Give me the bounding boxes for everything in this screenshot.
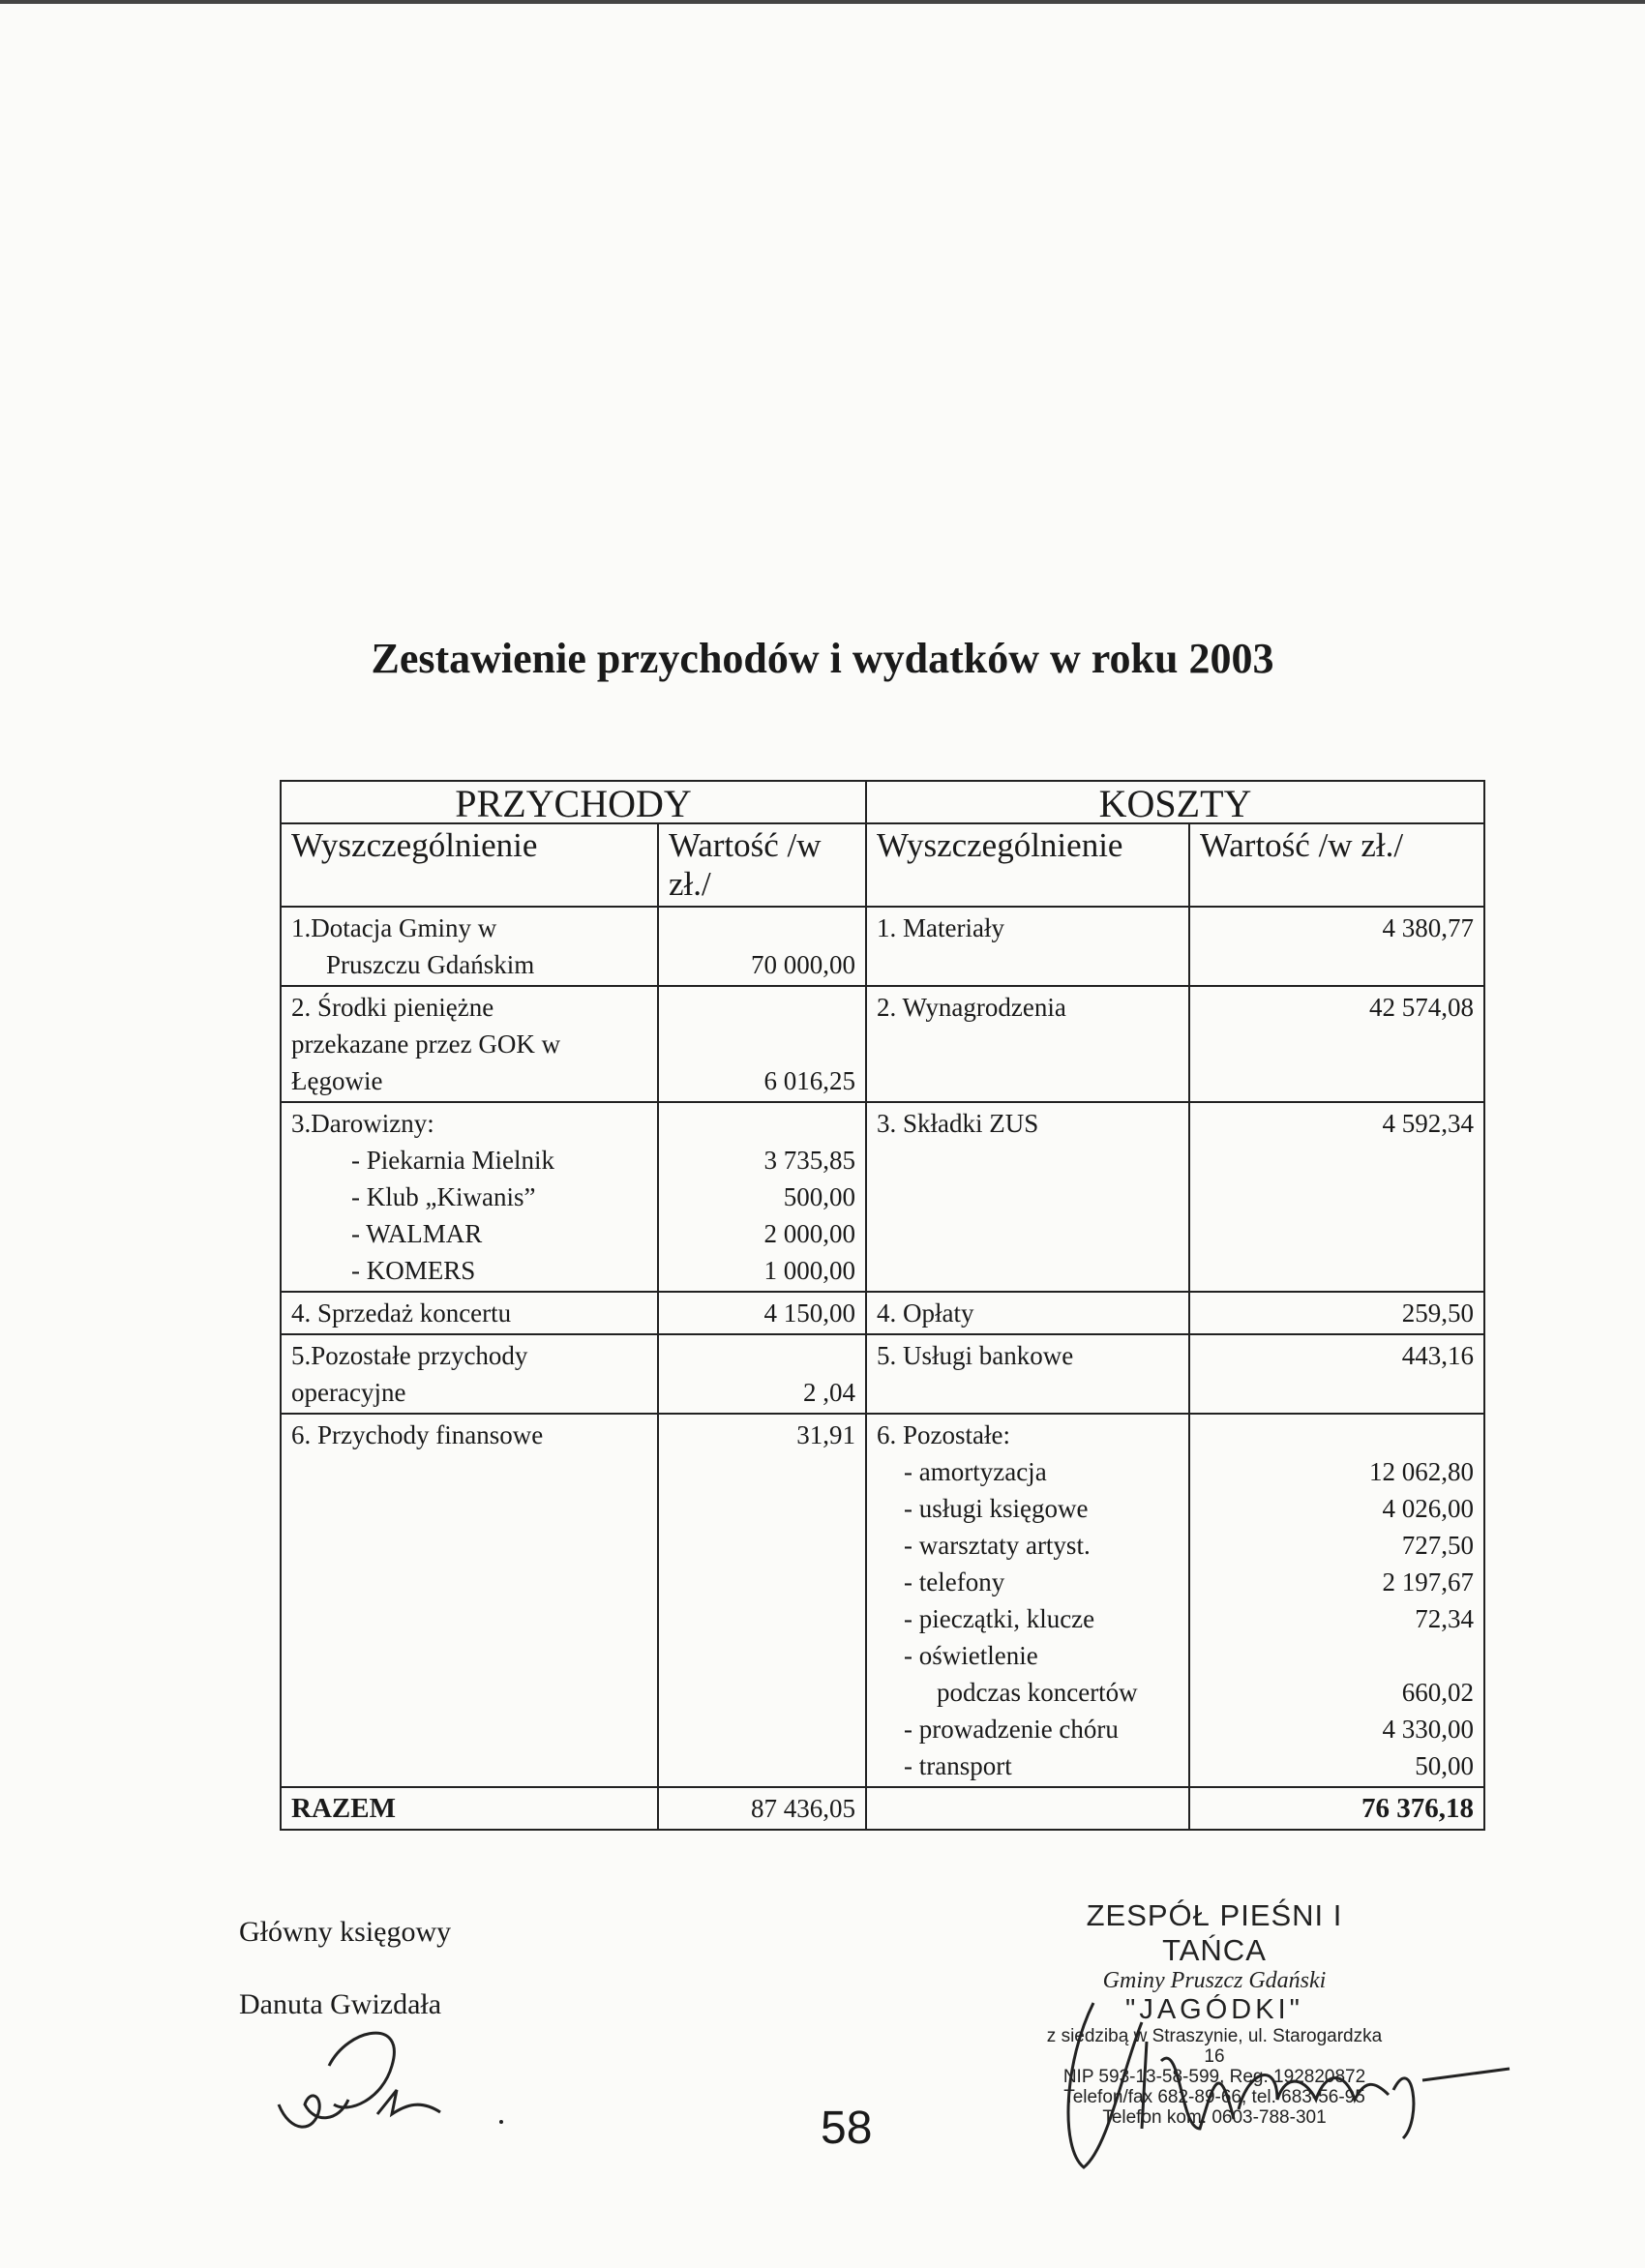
- income-section-header: PRZYCHODY: [281, 781, 866, 823]
- income-item: 5.Pozostałe przychody operacyjne: [281, 1334, 658, 1414]
- page-number: 58: [821, 2103, 873, 2154]
- income-item: 2. Środki pieniężne przekazane przez GOK w Łęgowie: [281, 986, 658, 1102]
- table-row: [281, 1334, 1484, 1414]
- income-col-name: Wyszczególnienie: [281, 823, 658, 907]
- costs-section-header: KOSZTY: [866, 781, 1484, 823]
- income-value: 3 735,85 500,00 2 000,00 1 000,00: [658, 1102, 866, 1292]
- cost-value: 4 380,77: [1189, 907, 1484, 986]
- income-expense-table: [280, 780, 1485, 1831]
- total-row: [281, 1787, 1484, 1830]
- income-item: 1.Dotacja Gminy w Pruszczu Gdańskim: [281, 907, 658, 986]
- table-row: [281, 1102, 1484, 1292]
- director-signature: [1055, 1984, 1519, 2187]
- accountant-signature: [261, 2008, 523, 2143]
- table-row: [281, 1414, 1484, 1787]
- income-value: 31,91: [658, 1414, 866, 1787]
- organization-stamp: ZESPÓŁ PIEŚNI I TAŃCA Gminy Pruszcz Gdański "JAGÓDKI" z siedzibą w Straszynie, ul. Starogardzka 16 NIP 593-13-58-599, Reg. 192820872 Telefon/fax 682-89-66, tel. 683-56-95 Telefon kom. 0603-788-301: [1046, 1898, 1383, 2128]
- costs-col-value: Wartość /w zł./: [1189, 823, 1484, 907]
- total-label: RAZEM: [281, 1787, 658, 1830]
- cost-value: 42 574,08: [1189, 986, 1484, 1102]
- cost-value: 259,50: [1189, 1292, 1484, 1334]
- accountant-role: Główny księgowy: [239, 1916, 452, 1948]
- income-value: 6 016,25: [658, 986, 866, 1102]
- accountant-name: Danuta Gwizdała: [239, 1988, 442, 2020]
- income-item: 3.Darowizny: - Piekarnia Mielnik - Klub „Kiwanis” - WALMAR - KOMERS: [281, 1102, 658, 1292]
- cost-value: 12 062,80 4 026,00 727,50 2 197,67 72,34 660,02 4 330,00 50,00: [1189, 1414, 1484, 1787]
- page-title: Zestawienie przychodów i wydatków w roku 2003: [371, 635, 1274, 682]
- income-value: 70 000,00: [658, 907, 866, 986]
- income-col-value: Wartość /w zł./: [658, 823, 866, 907]
- top-border-line: [0, 0, 1645, 4]
- cost-item: 6. Pozostałe: - amortyzacja - usługi księgowe - warsztaty artyst. - telefony - pieczątki, klucze - oświetlenie podczas koncertów - prowadzenie chóru - transport: [866, 1414, 1189, 1787]
- cost-value: 4 592,34: [1189, 1102, 1484, 1292]
- table-row: [281, 1292, 1484, 1334]
- table-row: [281, 986, 1484, 1102]
- cost-item: 2. Wynagrodzenia: [866, 986, 1189, 1102]
- cost-item: 3. Składki ZUS: [866, 1102, 1189, 1292]
- cost-value: 443,16: [1189, 1334, 1484, 1414]
- income-total: 87 436,05: [658, 1787, 866, 1830]
- income-value: 4 150,00: [658, 1292, 866, 1334]
- cost-item: 5. Usługi bankowe: [866, 1334, 1189, 1414]
- table-row: [281, 907, 1484, 986]
- income-item: 4. Sprzedaż koncertu: [281, 1292, 658, 1334]
- income-item: 6. Przychody finansowe: [281, 1414, 658, 1787]
- income-value: 2 ,04: [658, 1334, 866, 1414]
- costs-total: 76 376,18: [1189, 1787, 1484, 1830]
- cost-item: 1. Materiały: [866, 907, 1189, 986]
- costs-col-name: Wyszczególnienie: [866, 823, 1189, 907]
- cost-item: 4. Opłaty: [866, 1292, 1189, 1334]
